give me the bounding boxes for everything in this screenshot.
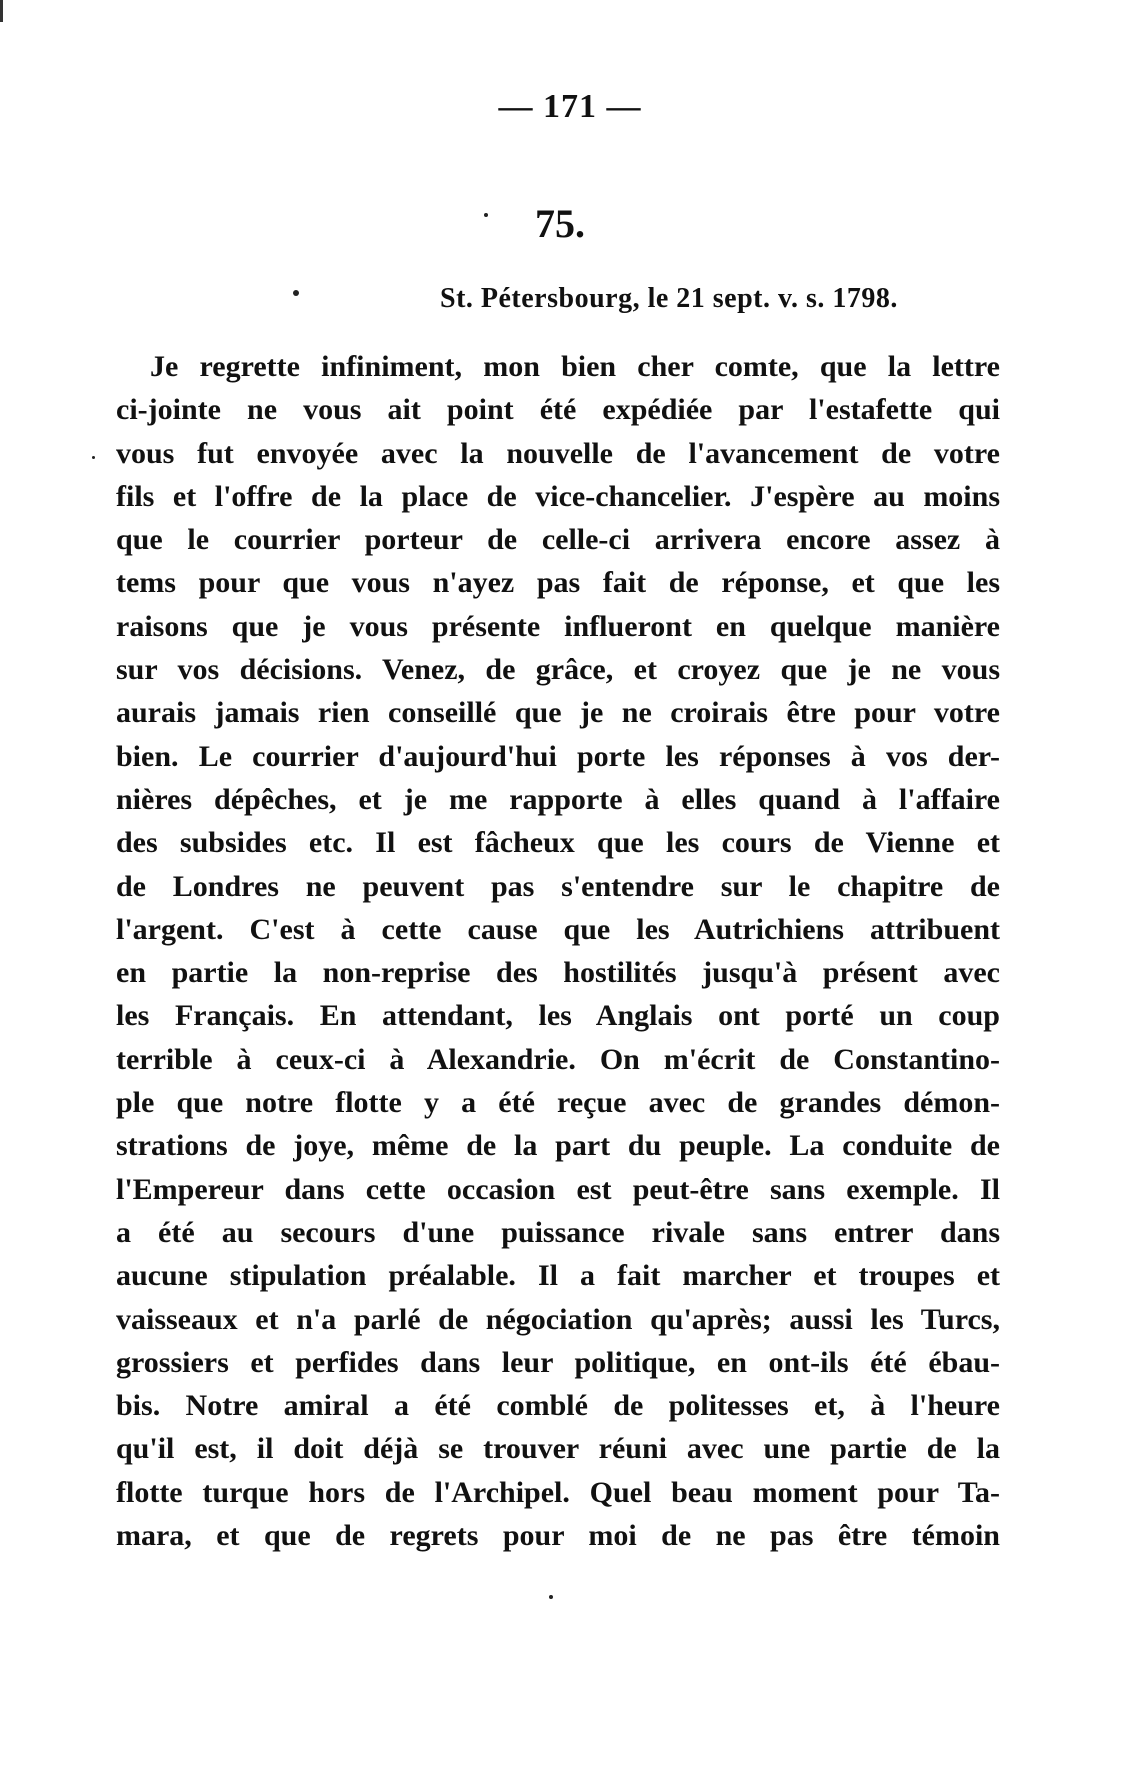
- text-line: de Londres ne peuvent pas s'entendre sur le chapitre de: [116, 869, 1000, 903]
- text-line: mara, et que de regrets pour moi de ne pas être témoin: [116, 1519, 1000, 1553]
- ink-speck: [549, 1595, 553, 1599]
- text-line: des subsides etc. Il est fâcheux que les cours de Vienne et: [116, 826, 1000, 860]
- text-line: l'argent. C'est à cette cause que les Autrichiens attribuent: [116, 912, 1000, 946]
- text-line: raisons que je vous présente influeront en quelque manière: [116, 609, 1000, 643]
- text-line: en partie la non-reprise des hostilités jusqu'à présent avec: [116, 956, 1000, 990]
- text-line: strations de joye, même de la part du peuple. La conduite de: [116, 1129, 1000, 1163]
- text-line: a été au secours d'une puissance rivale sans entrer dans: [116, 1215, 1000, 1249]
- text-line: les Français. En attendant, les Anglais ont porté un coup: [116, 999, 1000, 1033]
- text-line: grossiers et perfides dans leur politique, en ont-ils été ébau-: [116, 1345, 1000, 1379]
- letter-number: 75.: [535, 201, 585, 246]
- text-line: aucune stipulation préalable. Il a fait marcher et troupes et: [116, 1259, 1000, 1293]
- page-number: — 171 —: [498, 88, 642, 125]
- text-line: bien. Le courrier d'aujourd'hui porte les réponses à vos der-: [116, 739, 1000, 773]
- text-line: Je regrette infiniment, mon bien cher comte, que la lettre: [150, 350, 1000, 383]
- text-line: aurais jamais rien conseillé que je ne croirais être pour votre: [116, 696, 1000, 730]
- ink-speck: [484, 213, 488, 217]
- letter-dateline: St. Pétersbourg, le 21 sept. v. s. 1798.: [440, 283, 898, 314]
- text-line: l'Empereur dans cette occasion est peut-être sans exemple. Il: [116, 1172, 1000, 1206]
- text-line: vaisseaux et n'a parlé de négociation qu'après; aussi les Turcs,: [116, 1302, 1000, 1336]
- text-line: que le courrier porteur de celle-ci arrivera encore assez à: [116, 523, 1000, 557]
- ink-speck: [293, 290, 299, 296]
- text-line: ci-jointe ne vous ait point été expédiée par l'estafette qui: [116, 393, 1000, 427]
- ink-speck: [92, 456, 95, 459]
- letter-body: [116, 345, 1000, 1557]
- scan-edge-mark: [0, 0, 3, 22]
- text-line: qu'il est, il doit déjà se trouver réuni avec une partie de la: [116, 1432, 1000, 1466]
- text-line: sur vos décisions. Venez, de grâce, et croyez que je ne vous: [116, 653, 1000, 687]
- text-line: bis. Notre amiral a été comblé de politesses et, à l'heure: [116, 1389, 1000, 1423]
- text-line: ple que notre flotte y a été reçue avec de grandes démon-: [116, 1086, 1000, 1120]
- text-line: terrible à ceux-ci à Alexandrie. On m'écrit de Constantino-: [116, 1042, 1000, 1076]
- text-line: fils et l'offre de la place de vice-chancelier. J'espère au moins: [116, 479, 1000, 513]
- text-line: tems pour que vous n'ayez pas fait de réponse, et que les: [116, 566, 1000, 600]
- text-line: vous fut envoyée avec la nouvelle de l'avancement de votre: [116, 436, 1000, 470]
- text-line: nières dépêches, et je me rapporte à elles quand à l'affaire: [116, 782, 1000, 816]
- text-line: flotte turque hors de l'Archipel. Quel beau moment pour Ta-: [116, 1475, 1000, 1509]
